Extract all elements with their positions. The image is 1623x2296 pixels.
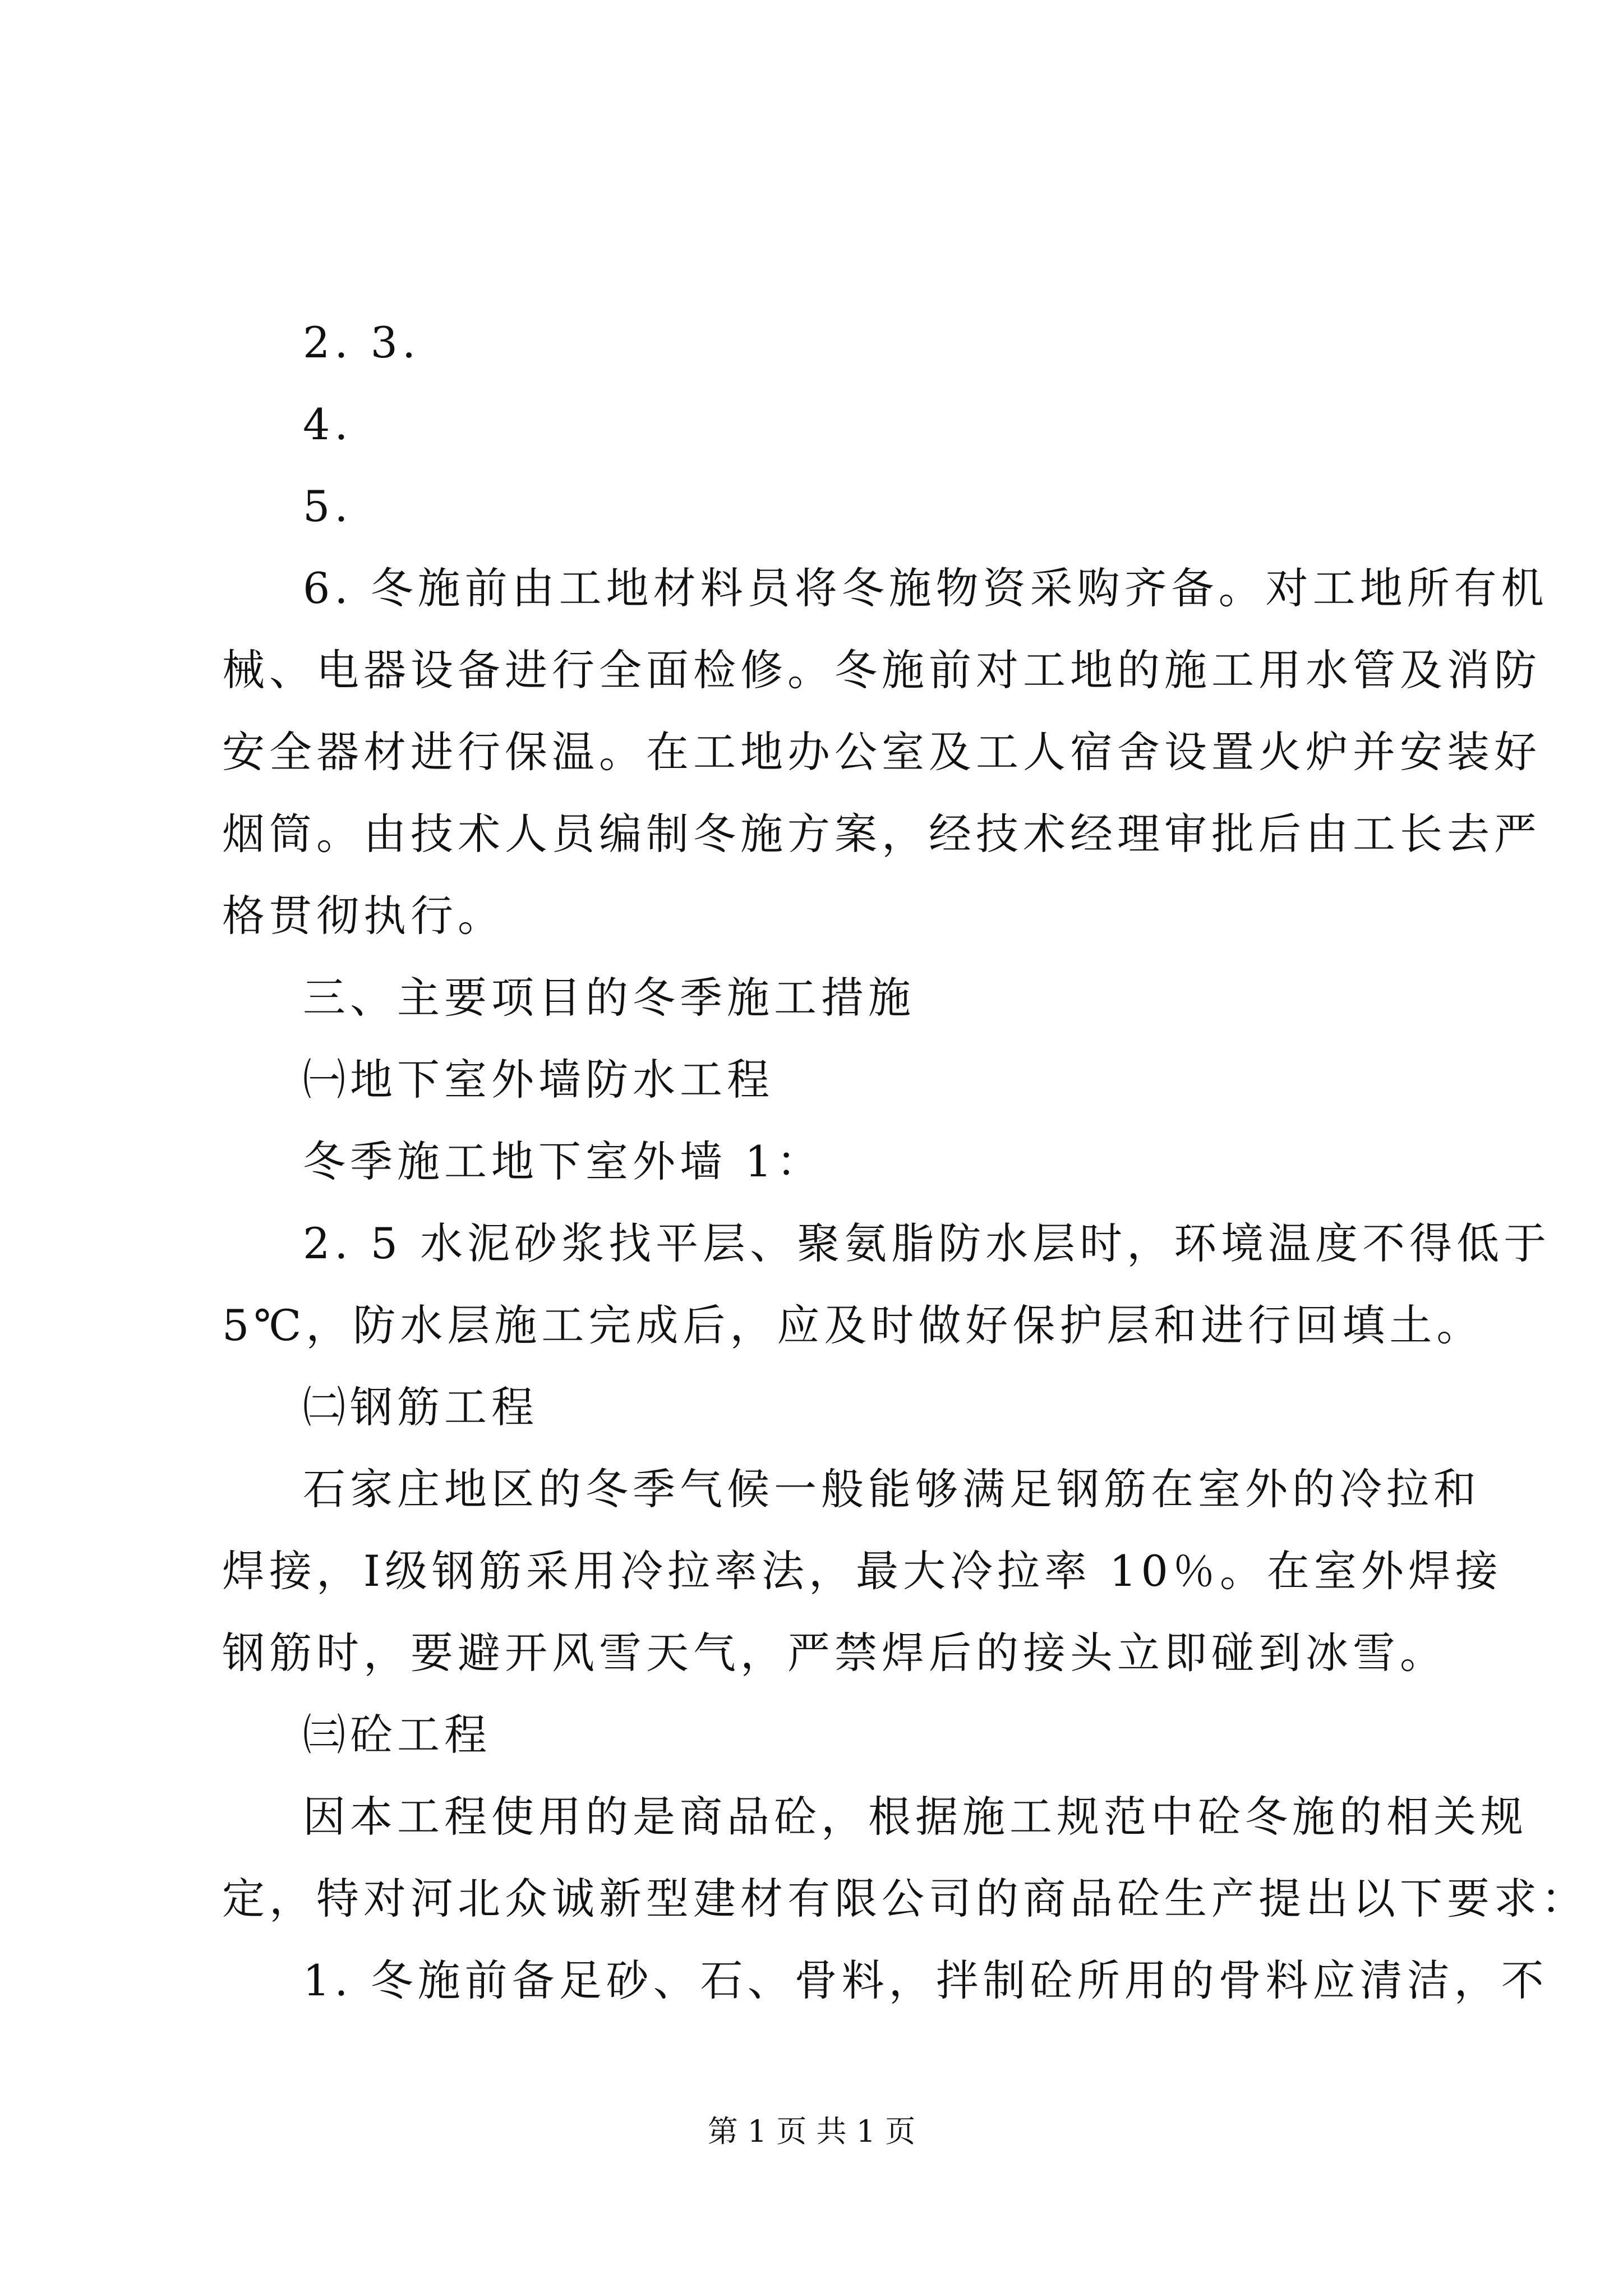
paragraph-line: 因本工程使用的是商品砼，根据施工规范中砼冬施的相关规 bbox=[303, 1792, 1528, 1842]
paragraph-line: 冬季施工地下室外墙 1： bbox=[303, 1137, 824, 1186]
paragraph-line: 钢筋时，要避开风雪天气，严禁焊后的接头立即碰到冰雪。 bbox=[222, 1628, 1447, 1678]
paragraph-line: 定，特对河北众诚新型建材有限公司的商品砼生产提出以下要求： bbox=[222, 1874, 1588, 1924]
paragraph-line: 焊接，Ⅰ级钢筋采用冷拉率法，最大冷拉率 10％。在室外焊接 bbox=[222, 1546, 1502, 1596]
paragraph-line: 6. 冬施前由工地材料员将冬施物资采购齐备。对工地所有机 bbox=[303, 563, 1548, 613]
subsection-heading: ㈢砼工程 bbox=[303, 1710, 491, 1760]
section-heading: 三、主要项目的冬季施工措施 bbox=[303, 973, 915, 1023]
paragraph-line: 4. bbox=[303, 399, 353, 449]
paragraph-line: 安全器材进行保温。在工地办公室及工人宿舍设置火炉并安装好 bbox=[222, 727, 1541, 777]
paragraph-line: 1. 冬施前备足砂、石、骨料，拌制砼所用的骨料应清洁，不 bbox=[303, 1955, 1548, 2005]
paragraph-line: 5. bbox=[303, 481, 353, 531]
subsection-heading: ㈠地下室外墙防水工程 bbox=[303, 1055, 774, 1105]
paragraph-line: 2. 3. bbox=[303, 318, 421, 367]
paragraph-line: 格贯彻执行。 bbox=[222, 891, 505, 941]
paragraph-line: 烟筒。由技术人员编制冬施方案，经技术经理审批后由工长去严 bbox=[222, 809, 1541, 859]
page-footer: 第 1 页 共 1 页 bbox=[707, 2114, 916, 2149]
document-body bbox=[222, 302, 1588, 2022]
paragraph-line: 5℃，防水层施工完成后，应及时做好保护层和进行回填土。 bbox=[222, 1300, 1484, 1350]
paragraph-line: 械、电器设备进行全面检修。冬施前对工地的施工用水管及消防 bbox=[222, 645, 1541, 695]
subsection-heading: ㈡钢筋工程 bbox=[303, 1382, 538, 1432]
paragraph-line: 2. 5 水泥砂浆找平层、聚氨脂防水层时，环境温度不得低于 bbox=[303, 1218, 1551, 1268]
paragraph-line: 石家庄地区的冬季气候一般能够满足钢筋在室外的冷拉和 bbox=[303, 1464, 1481, 1514]
